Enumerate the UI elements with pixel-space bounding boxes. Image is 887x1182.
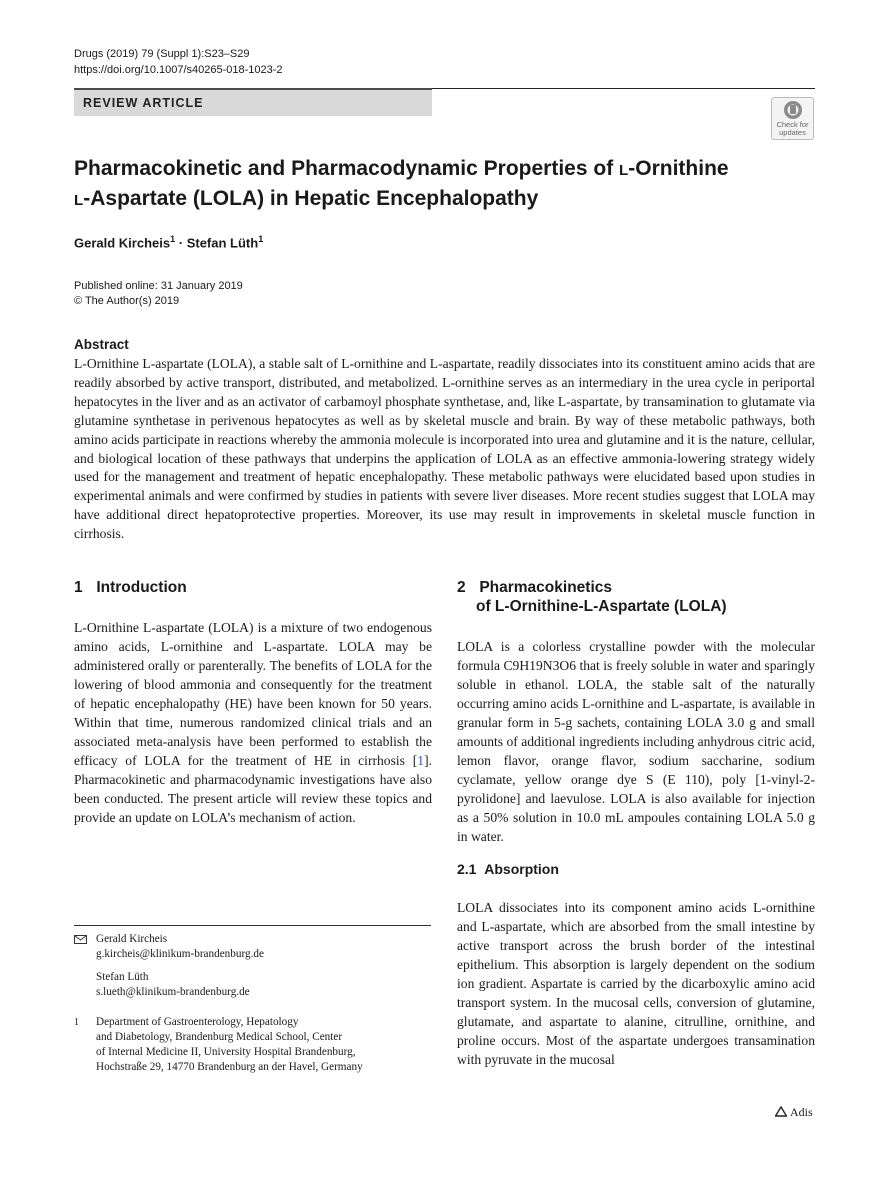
affiliation-line: and Diabetology, Brandenburg Medical School, Center bbox=[96, 1031, 343, 1043]
author-list bbox=[74, 234, 263, 250]
affiliation-line: Hochstraße 29, 14770 Brandenburg an der Havel, Germany bbox=[96, 1061, 363, 1073]
abstract-body: L-Ornithine L-aspartate (LOLA), a stable salt of L-ornithine and L-aspartate, readily dissociates into its constituent amino acids that are readily absorbed by active transport, distributed, and metabolized. L-ornithine serves as an intermediary in the urea cycle in periportal hepatocytes in the liver and as an activator of carbamoyl phosphate synthetase, and, like L-aspartate, by transamination to glutamate via glutamine synthetase in perivenous hepatocytes as well as by skeletal muscle and brain. By way of these metabolic pathways, both amino acids participate in reactions whereby the ammonia molecule is incorporated into urea and glutamine and it is the nature, cellular, and biological location of these pathways that underpins the application of LOLA as an effective ammonia-lowering strategy widely used for the management and treatment of hepatic encephalopathy. These metabolic pathways were elucidated based upon studies in experimental animals and were confirmed by studies in patients with severe liver diseases. More recent studies suggest that LOLA may have additional direct hepatoprotective properties. Moreover, its use may result in improvements in skeletal muscle function in cirrhosis. bbox=[74, 356, 815, 542]
article-title: Pharmacokinetic and Pharmacodynamic Properties of L-Ornithine L-Aspartate (LOLA) in Hepatic Encephalopathy bbox=[74, 157, 729, 210]
affiliation bbox=[74, 1015, 431, 1075]
contact-email[interactable]: g.kircheis@klinikum-brandenburg.de bbox=[96, 948, 264, 960]
doi-link[interactable]: https://doi.org/10.1007/s40265-018-1023-2 bbox=[74, 64, 283, 76]
subsection-number: 2.1 bbox=[457, 861, 477, 877]
published-date: Published online: 31 January 2019 bbox=[74, 280, 243, 292]
section-number: 2 bbox=[457, 579, 466, 596]
affiliation-number: 1 bbox=[74, 1017, 79, 1028]
publisher-name: Adis bbox=[790, 1105, 813, 1119]
affiliation-marker: 1 bbox=[170, 234, 176, 244]
adis-triangle-logo-icon bbox=[775, 1106, 787, 1117]
section-number: 1 bbox=[74, 579, 83, 596]
section-title-line1: Pharmacokinetics bbox=[479, 579, 612, 596]
author-separator: · bbox=[175, 235, 187, 251]
journal-citation-block bbox=[74, 46, 283, 78]
copyright-line: © The Author(s) 2019 bbox=[74, 295, 180, 307]
author-name[interactable]: Gerald Kircheis bbox=[74, 235, 171, 251]
author-name[interactable]: Stefan Lüth bbox=[186, 235, 259, 251]
introduction-body: L-Ornithine L-aspartate (LOLA) is a mixture of two endogenous amino acids, L-ornithine and L-aspartate. LOLA may be administered orally or parenterally. The benefits of LOLA for the lowering of blood ammonia and consequently for the treatment of hepatic encephalopathy (HE) have been known for 50 years. Within that time, numerous randomized clinical trials and an associated meta-analysis have been performed to establish the efficacy of LOLA for the treatment of HE in cirrhosis [1]. Pharmacokinetic and pharmacodynamic investigations have also been conducted. The present article will review these topics and provide an update on LOLA’s mechanism of action. bbox=[74, 620, 432, 825]
footnote-rule bbox=[74, 925, 431, 926]
contact-name: Stefan Lüth bbox=[96, 971, 149, 983]
subsection-heading-absorption bbox=[457, 861, 559, 877]
section-heading-pharmacokinetics bbox=[457, 578, 815, 616]
corresponding-contact bbox=[74, 932, 431, 1000]
abstract-heading: Abstract bbox=[74, 337, 129, 352]
affiliation-line: of Internal Medicine II, University Hospital Brandenburg, bbox=[96, 1046, 356, 1058]
citation-link[interactable]: 1 bbox=[417, 753, 425, 768]
pharmacokinetics-body: LOLA is a colorless crystalline powder with the molecular formula C9H19N3O6 that is freely soluble in water and sparingly soluble in ethanol. LOLA, the stable salt of the naturally occurring amino acids L-ornithine and L-aspartate, is available in granular form in 5-g sachets, containing LOLA 3.0 g and small amounts of additional ingredients including anhydrous citric acid, lemon flavor, orange flavor, sodium saccharine, sodium cyclamate, yellow orange dye S (E 110), poly [1-vinyl-2-pyrolidone] and laevulose. LOLA is also available for injection as a 50% solution in 10.0 mL ampoules containing LOLA 5.0 g in water. bbox=[457, 639, 815, 844]
article-type-label: REVIEW ARTICLE bbox=[83, 96, 204, 110]
email-envelope-icon bbox=[74, 935, 87, 944]
section-title-line2: of L-Ornithine-L-Aspartate (LOLA) bbox=[476, 598, 727, 615]
subsection-title: Absorption bbox=[484, 861, 559, 877]
check-for-updates-label: Check for updates bbox=[776, 120, 809, 137]
footnotes bbox=[74, 932, 431, 1075]
section-title: Introduction bbox=[96, 579, 187, 596]
section-heading-introduction bbox=[74, 578, 187, 597]
absorption-body: LOLA dissociates into its component amino acids L-ornithine and L-aspartate, which are absorbed from the small intestine by active transport across the brush border of the intestinal epithelium. This absorption is largely dependent on the sodium ion gradient. Aspartate is carried by the dicarboxylic amino acid transport system. In the mucosal cells, conversion of glutamine, glutamate, and aspartate to alanine, citrulline, ornithine, and proline occurs. Most of the aspartate undergoes transamination with pyruvate in the mucosal bbox=[457, 900, 815, 1067]
contact-email[interactable]: s.lueth@klinikum-brandenburg.de bbox=[96, 986, 250, 998]
journal-line: Drugs (2019) 79 (Suppl 1):S23–S29 bbox=[74, 48, 250, 60]
publication-info bbox=[74, 279, 243, 309]
affiliation-marker: 1 bbox=[258, 234, 264, 244]
publisher-mark bbox=[775, 1105, 813, 1120]
header-rule bbox=[432, 88, 815, 89]
check-for-updates-icon bbox=[783, 100, 803, 120]
check-for-updates-badge[interactable] bbox=[771, 97, 814, 140]
contact-name: Gerald Kircheis bbox=[96, 933, 168, 945]
article-type-banner bbox=[74, 88, 432, 116]
affiliation-line: Department of Gastroenterology, Hepatology bbox=[96, 1016, 299, 1028]
